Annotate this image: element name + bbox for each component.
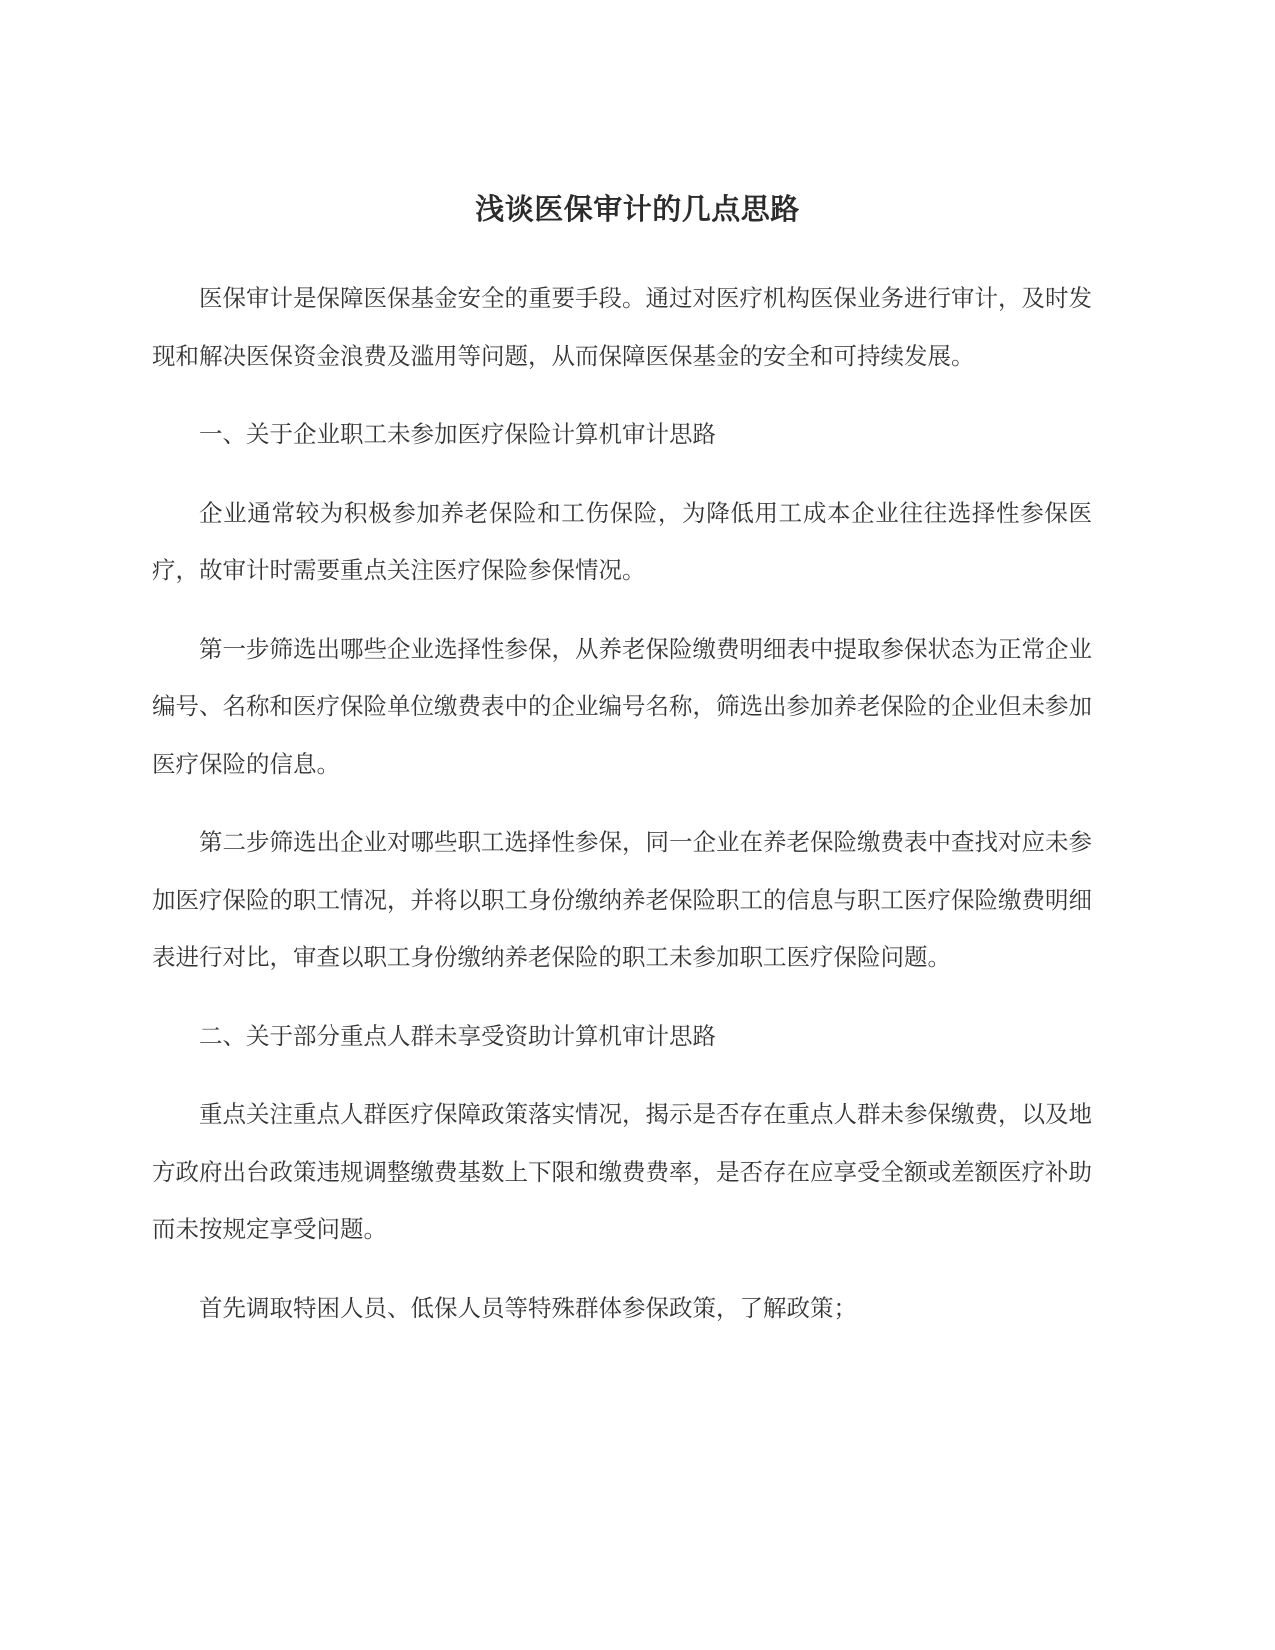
- paragraph: 第二步筛选出企业对哪些职工选择性参保，同一企业在养老保险缴费表中查找对应未参加医疗保险的职工情况，并将以职工身份缴纳养老保险职工的信息与职工医疗保险缴费明细表进行对比，审查以职工身份缴纳养老保险的职工未参加职工医疗保险问题。: [152, 828, 1092, 971]
- document-title: 浅谈医保审计的几点思路: [475, 192, 800, 226]
- paragraph: 首先调取特困人员、低保人员等特殊群体参保政策，了解政策；: [199, 1293, 857, 1322]
- paragraph: 企业通常较为积极参加养老保险和工伤保险，为降低用工成本企业往往选择性参保医疗，故审计时需要重点关注医疗保险参保情况。: [152, 498, 1092, 584]
- document-body: [152, 270, 1092, 1337]
- section-heading-2: 二、关于部分重点人群未享受资助计算机审计思路: [199, 1021, 716, 1050]
- paragraph: 重点关注重点人群医疗保障政策落实情况，揭示是否存在重点人群未参保缴费，以及地方政府出台政策违规调整缴费基数上下限和缴费费率，是否存在应享受全额或差额医疗补助而未按规定享受问题。: [152, 1100, 1092, 1243]
- paragraph: 第一步筛选出哪些企业选择性参保，从养老保险缴费明细表中提取参保状态为正常企业编号、名称和医疗保险单位缴费表中的企业编号名称，筛选出参加养老保险的企业但未参加医疗保险的信息。: [152, 634, 1092, 778]
- section-heading-1: 一、关于企业职工未参加医疗保险计算机审计思路: [199, 420, 716, 448]
- paragraph-intro: 医保审计是保障医保基金安全的重要手段。通过对医疗机构医保业务进行审计，及时发现和解决医保资金浪费及滥用等问题，从而保障医保基金的安全和可持续发展。: [152, 284, 1092, 370]
